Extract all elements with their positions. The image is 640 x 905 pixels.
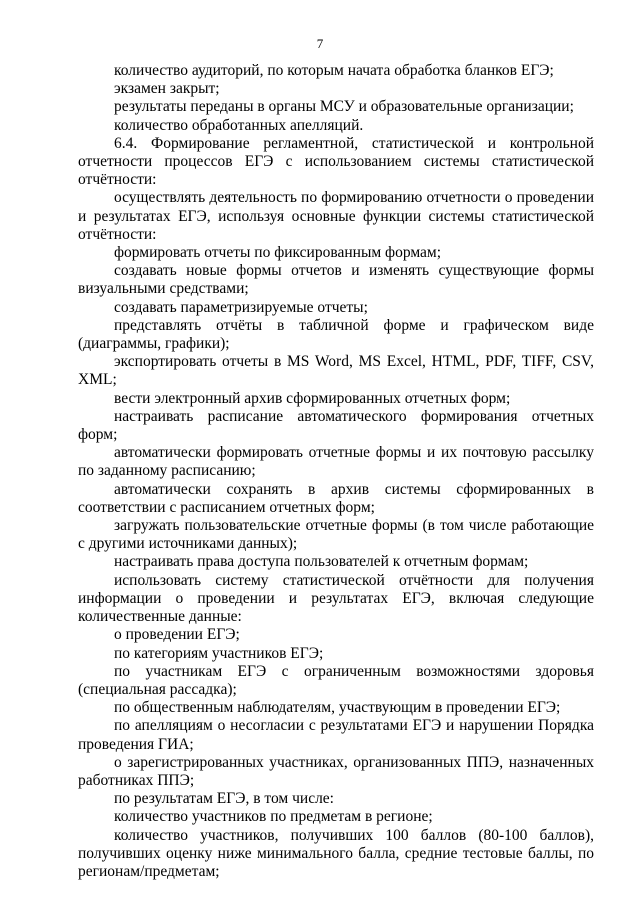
paragraph: количество аудиторий, по которым начата обработка бланков ЕГЭ; <box>114 62 554 79</box>
paragraph: о проведении ЕГЭ; <box>114 626 240 644</box>
document-body <box>78 62 594 881</box>
paragraph: по общественным наблюдателям, участвующим в проведении ЕГЭ; <box>114 699 561 717</box>
paragraph: о зарегистрированных участниках, организованных ППЭ, назначенных работниках ППЭ; <box>78 753 594 789</box>
paragraph: автоматически формировать отчетные формы и их почтовую рассылку по заданному расписанию; <box>78 444 594 480</box>
paragraph: создавать новые формы отчетов и изменять существующие формы визуальными средствами; <box>78 262 594 298</box>
paragraph: по участникам ЕГЭ с ограниченным возможностями здоровья (специальная рассадка); <box>78 662 594 698</box>
paragraph: результаты переданы в органы МСУ и образовательные организации; <box>114 98 574 116</box>
paragraph: использовать систему статистической отчётности для получения информации о проведении и результатах ЕГЭ, включая следующие количественные данные: <box>78 571 594 626</box>
paragraph: количество участников, получивших 100 баллов (80-100 баллов), получивших оценку ниже минимального балла, средние тестовые баллы, по регионам/предметам; <box>78 826 594 880</box>
paragraph: по результатам ЕГЭ, в том числе: <box>114 790 334 808</box>
paragraph: по апелляциям о несогласии с результатами ЕГЭ и нарушении Порядка проведения ГИА; <box>78 717 594 753</box>
paragraph: экспортировать отчеты в MS Word, MS Excel, HTML, PDF, TIFF, CSV, XML; <box>78 353 594 389</box>
page-number: 7 <box>316 36 324 51</box>
paragraph: создавать параметризируемые отчеты; <box>114 298 368 316</box>
paragraph: осуществлять деятельность по формированию отчетности о проведении и результатах ЕГЭ, используя основные функции системы статистической отчётности: <box>78 189 594 243</box>
paragraph: автоматически сохранять в архив системы сформированных в соответствии с расписанием отчетных форм; <box>78 480 594 516</box>
paragraph: представлять отчёты в табличной форме и графическом виде (диаграммы, графики); <box>78 316 594 353</box>
paragraph: вести электронный архив сформированных отчетных форм; <box>114 389 511 407</box>
paragraph: экзамен закрыт; <box>114 80 220 98</box>
paragraph: формировать отчеты по фиксированным формам; <box>114 244 442 262</box>
paragraph: количество участников по предметам в регионе; <box>114 808 433 826</box>
paragraph: загружать пользовательские отчетные формы (в том числе работающие с другими источниками данных); <box>78 517 594 553</box>
paragraph: настраивать расписание автоматического формирования отчетных форм; <box>78 407 594 444</box>
paragraph: количество обработанных апелляций. <box>114 116 364 134</box>
paragraph: по категориям участников ЕГЭ; <box>114 644 324 662</box>
paragraph: настраивать права доступа пользователей к отчетным формам; <box>114 553 529 571</box>
section-heading-paragraph: 6.4. Формирование регламентной, статистической и контрольной отчетности процессов ЕГЭ с использованием системы статистической отчётности: <box>78 134 594 189</box>
